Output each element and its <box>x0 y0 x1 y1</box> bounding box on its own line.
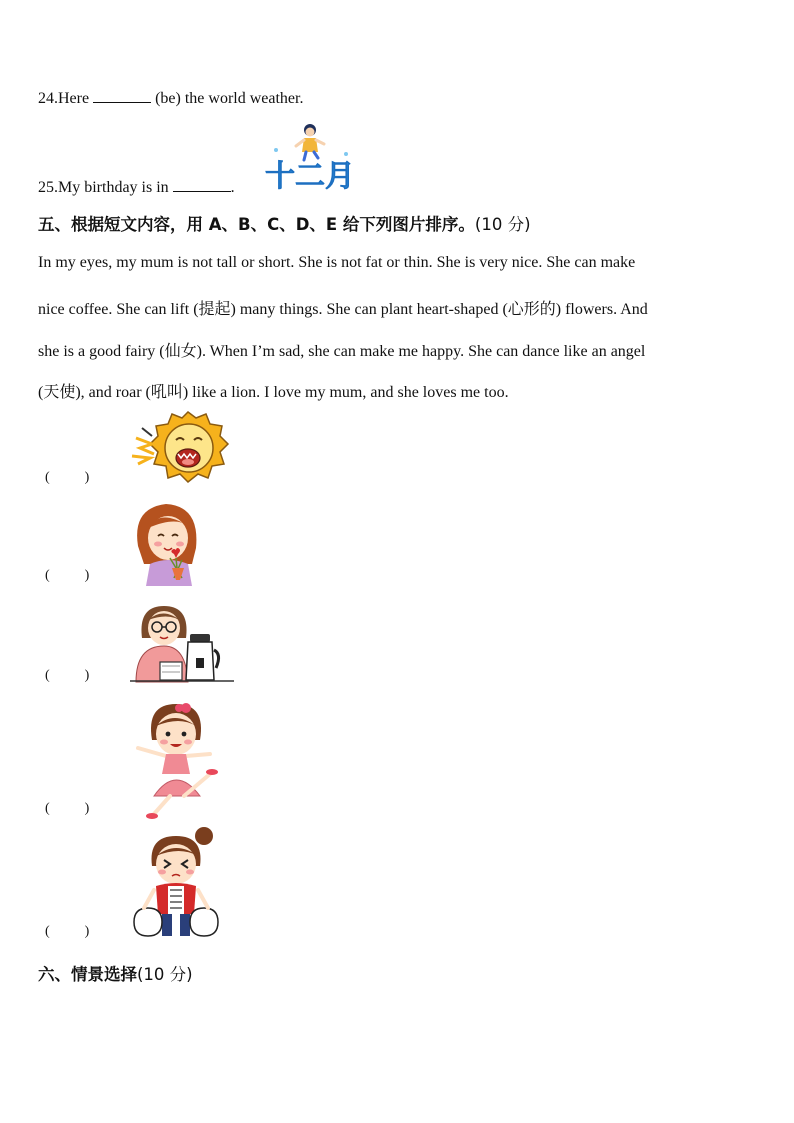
answer-paren-3[interactable]: ( ) <box>45 668 90 683</box>
question-25 <box>38 177 235 197</box>
girl-with-flowers-picture <box>130 498 206 586</box>
passage-line-2: nice coffee. She can lift (提起) many things. She can plant heart-shaped (心形的) flowers. And <box>38 301 648 318</box>
section-6-title: 六、情景选择 <box>38 965 137 984</box>
passage-line-1: In my eyes, my mum is not tall or short. She is not fat or thin. She is very nice. She can make <box>38 254 636 271</box>
december-month-text: 十二月 <box>265 159 355 192</box>
section-6-heading <box>38 961 193 985</box>
roaring-lion-picture <box>128 408 232 490</box>
answer-paren-2[interactable]: ( ) <box>45 568 90 583</box>
december-picture <box>262 120 358 192</box>
section-6-score: (10 分) <box>137 965 193 984</box>
q25-answer-blank[interactable] <box>173 177 231 192</box>
dancing-girl-picture <box>130 700 224 822</box>
section-5-score: (10 分) <box>474 215 531 234</box>
section-5-heading <box>38 211 531 235</box>
woman-making-coffee-picture <box>130 602 234 688</box>
q25-text-after: . <box>230 179 235 196</box>
passage-line-3: she is a good fairy (仙女). When I’m sad, she can make me happy. She can dance like an angel <box>38 343 646 360</box>
section-5-title: 五、根据短文内容，用 A、B、C、D、E 给下列图片排序。 <box>38 215 475 234</box>
q24-text-after: (be) the world weather. <box>151 90 304 107</box>
q24-text-before: 24.Here <box>38 90 94 107</box>
question-24 <box>38 88 303 108</box>
answer-paren-5[interactable]: ( ) <box>45 924 90 939</box>
girl-carrying-bags-picture <box>128 826 228 942</box>
q24-answer-blank[interactable] <box>93 88 151 103</box>
passage-line-4: (天使), and roar (吼叫) like a lion. I love my mum, and she loves me too. <box>38 384 509 401</box>
q25-text-before: 25.My birthday is in <box>38 179 173 196</box>
answer-paren-4[interactable]: ( ) <box>45 801 90 816</box>
answer-paren-1[interactable]: ( ) <box>45 470 90 485</box>
